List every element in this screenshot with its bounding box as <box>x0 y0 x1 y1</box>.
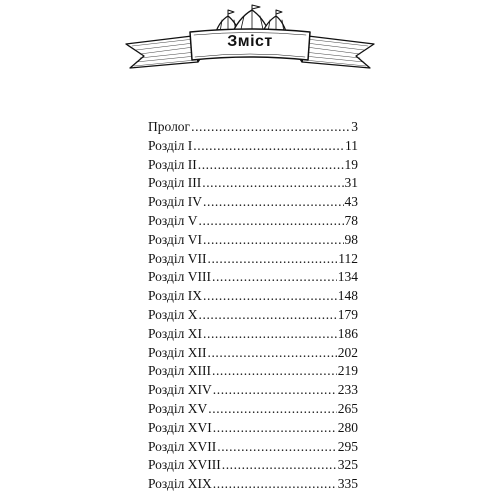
toc-dot-leader <box>203 325 337 344</box>
toc-entry-label: Розділ XII <box>148 344 207 360</box>
toc-entry-page-number: 233 <box>337 382 358 398</box>
toc-entry-page-number: 265 <box>337 400 358 416</box>
toc-entry <box>148 231 358 250</box>
toc-entry-label: Розділ I <box>148 137 193 153</box>
toc-entry-page-number: 31 <box>344 175 358 191</box>
toc-entry-page-number: 335 <box>337 476 358 492</box>
toc-entry-label: Розділ II <box>148 156 197 172</box>
toc-entry-page-number: 11 <box>345 137 358 153</box>
toc-entry-label: Розділ III <box>148 175 202 191</box>
toc-dot-leader <box>202 174 343 193</box>
toc-dot-leader <box>191 118 350 137</box>
toc-entry <box>148 362 358 381</box>
table-of-contents <box>148 118 358 494</box>
toc-entry-label: Розділ XIII <box>148 363 211 379</box>
toc-dot-leader <box>193 137 344 156</box>
toc-dot-leader <box>212 268 337 287</box>
toc-entry-page-number: 179 <box>337 306 358 322</box>
toc-entry-page-number: 78 <box>344 212 358 228</box>
toc-entry <box>148 250 358 269</box>
toc-entry-label: Розділ XVII <box>148 438 217 454</box>
toc-entry-label: Розділ XV <box>148 400 208 416</box>
toc-dot-leader <box>208 400 337 419</box>
toc-dot-leader <box>199 306 337 325</box>
toc-dot-leader <box>203 193 344 212</box>
toc-entry-page-number: 134 <box>337 269 358 285</box>
toc-entry <box>148 118 358 137</box>
toc-entry-label: Розділ XI <box>148 325 202 341</box>
toc-entry-label: Розділ VIII <box>148 269 211 285</box>
toc-entry-page-number: 325 <box>337 457 358 473</box>
toc-entry <box>148 475 358 494</box>
toc-entry-page-number: 43 <box>344 194 358 210</box>
toc-entry <box>148 400 358 419</box>
toc-entry <box>148 212 358 231</box>
toc-entry-label: Розділ XVI <box>148 419 212 435</box>
toc-entry-label: Розділ IX <box>148 288 202 304</box>
header-emblem <box>118 4 382 78</box>
toc-entry-page-number: 295 <box>337 438 358 454</box>
toc-entry-label: Розділ XVIII <box>148 457 221 473</box>
toc-entry <box>148 287 358 306</box>
toc-entry-label: Розділ IV <box>148 194 202 210</box>
toc-dot-leader <box>203 287 337 306</box>
toc-entry-page-number: 280 <box>337 419 358 435</box>
toc-entry <box>148 438 358 457</box>
toc-entry <box>148 344 358 363</box>
toc-dot-leader <box>203 231 344 250</box>
toc-dot-leader <box>213 381 337 400</box>
toc-entry <box>148 193 358 212</box>
toc-entry-page-number: 148 <box>337 288 358 304</box>
toc-entry-label: Розділ VI <box>148 231 202 247</box>
toc-entry <box>148 456 358 475</box>
page-title: Зміст <box>227 33 273 50</box>
toc-entry <box>148 381 358 400</box>
toc-entry <box>148 306 358 325</box>
toc-entry <box>148 137 358 156</box>
toc-entry-label: Пролог <box>148 119 191 134</box>
toc-entry <box>148 268 358 287</box>
toc-dot-leader <box>217 438 337 457</box>
toc-entry <box>148 419 358 438</box>
toc-entry-label: Розділ V <box>148 212 198 228</box>
toc-entry-label: Розділ VII <box>148 250 207 266</box>
toc-entry-page-number: 186 <box>337 325 358 341</box>
toc-dot-leader <box>199 212 344 231</box>
toc-entry-page-number: 3 <box>351 119 358 134</box>
toc-dot-leader <box>222 456 337 475</box>
toc-dot-leader <box>198 156 344 175</box>
toc-entry <box>148 325 358 344</box>
toc-entry-label: Розділ XIX <box>148 476 212 492</box>
toc-dot-leader <box>213 475 337 494</box>
toc-dot-leader <box>207 344 336 363</box>
toc-entry <box>148 156 358 175</box>
toc-entry-label: Розділ X <box>148 306 198 322</box>
toc-entry-page-number: 202 <box>337 344 358 360</box>
toc-dot-leader <box>213 419 337 438</box>
toc-entry <box>148 174 358 193</box>
toc-entry-page-number: 19 <box>344 156 358 172</box>
toc-entry-label: Розділ XIV <box>148 382 212 398</box>
toc-entry-page-number: 98 <box>344 231 358 247</box>
toc-entry-page-number: 112 <box>338 250 358 266</box>
toc-entry-page-number: 219 <box>337 363 358 379</box>
toc-dot-leader <box>207 250 337 269</box>
toc-dot-leader <box>212 362 337 381</box>
